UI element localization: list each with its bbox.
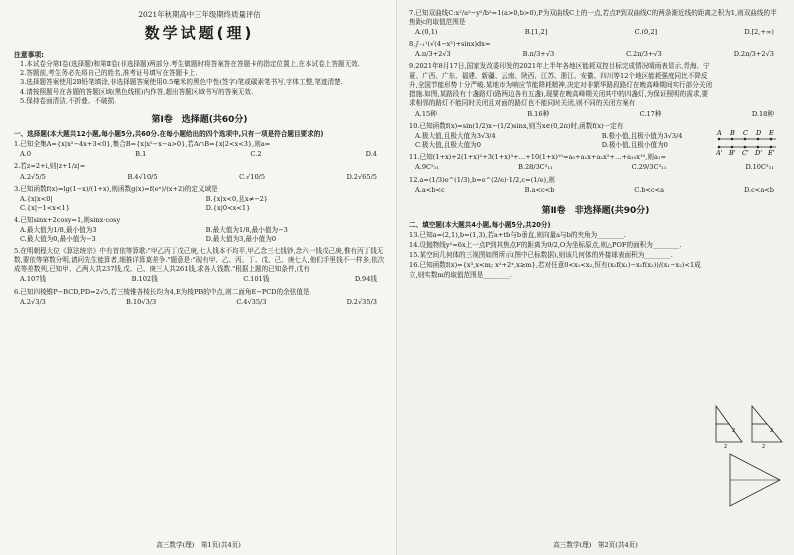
dimension-label: 2 [770,428,774,434]
question-9-options [409,109,782,121]
notice-block [14,51,385,106]
part-2-title: 二、填空题(本大题共4小题,每小题5分,共20分) [409,221,551,230]
option-b: B.极小值,且极小值为3√3/4 [601,132,683,141]
page-footer: 高三数学(理) 第1页(共4页) [156,540,241,549]
question-stem: 9.2021年8月17日,国家发改委印发的2021年上半年各地区能耗双控目标完成情况晴雨表显示,青海、宁夏、广西、广东、福建、新疆、云南、陕西、江苏、浙江、安徽、四川等12个地区能耗强度同比不降反升,全国节能形势十分严峻.某地市为响应节能降耗精神,决定对非繁华路段路灯在晚高峰期间实行部分关闭措施.如图,某路段有十盏路灯(路两边各有五盏),现要在晚高峰期关闭其中的四盏灯,为保证照明的需求,要求相邻的路灯不能同时关闭且对面的路灯也不能同时关闭,则不同的关闭方案有 [409,62,713,107]
option-c: C.17种 [639,109,662,118]
question-stem: 1.已知全集A={x|x²−4x+3<0},集合B={x|x²−x−a>0},若A∩B={x|2<x<3},则a= [14,140,271,149]
option-a: A.2√5/5 [20,172,46,181]
option-c: C.√10/5 [239,172,266,181]
option-d: D.18种 [751,109,774,118]
part-1-title: 一、选择题(本大题共12小题,每小题5分,共60分.在每小题给出的四个选项中,只有一项是符合题目要求的) [14,130,324,139]
option-a: A.(0,1) [415,28,438,37]
question-options [14,149,385,161]
option-a: A.9C²₁₁ [415,163,440,172]
option-d: D.极小值,且极小值为0 [601,141,668,150]
option-d: D.c<a<b [743,185,774,194]
option-a: A.最大值为1/8,最小值为3 [20,226,97,234]
question-14: 14.设抛物线y²=6x上一点P到其焦点F的距离为9/2,O为坐标原点,则△POF的面积为________. [409,241,682,250]
exam-page-2 [397,0,794,555]
lamp-label: A' [716,149,723,156]
question-7 [409,9,782,39]
question-12 [409,176,782,197]
notice-item: 5.保持卷面清洁,不折叠、不破损. [20,96,117,105]
option-b: B.16种 [527,109,550,118]
question-stem: 10.已知函数f(x)=sin(1/2)x−(1/2)sinx,则当x∈(0,2π)时,函数f(x)一定有 [409,122,624,131]
notice-item: 1.本试卷分第Ⅰ卷(选择题)和第Ⅱ卷(非选择题)两部分.考生做题时将答案答在答题卡的指定位置上,在本试卷上答题无效. [20,60,360,69]
dimension-label: 2 [732,428,736,434]
question-11 [409,153,782,174]
option-d: D.2√65/5 [346,172,377,181]
dimension-label: 2 [762,444,766,450]
option-a: A.107钱 [20,275,47,284]
option-d: D.94钱 [354,275,377,284]
question-13: 13.已知a=(2,1),b=(1,3),若a+tb与b垂直,则向量a与b的夹角为________. [409,231,626,240]
dimension-label: 2 [724,444,728,450]
option-a: A.{x|x<0| [20,194,53,203]
option-c: C.最大值为0,最小值为−3 [20,235,96,244]
question-stem: 12.a=(1/3)e^(1/3),b=e^(2/e)·1/2,c=(1/e),则 [409,175,555,184]
lamp-label: D' [755,149,762,156]
question-options [409,185,782,197]
question-options [409,49,782,61]
option-d: D.{x|0<x<1} [205,203,251,212]
question-options [14,297,385,309]
question-9 [409,62,782,107]
option-a: A.极大值,且极大值为3√3/4 [415,132,496,141]
lamp-label: B [730,129,735,137]
question-1 [14,140,385,161]
question-stem: 8.∫₋₁¹(√(4−x²)+sinx)dx= [409,40,491,49]
option-b: B.a<c<b [524,185,555,194]
lamp-label: D [756,129,762,137]
question-8 [409,40,782,61]
option-a: A.a<b<c [415,185,445,194]
option-b: B.1 [135,150,147,159]
option-b: B.最大值为1/8,最小值为−3 [205,226,288,234]
top-view-figure [724,450,784,510]
question-options [14,194,385,215]
option-b: B.102钱 [131,275,158,284]
lamp-label: B' [729,149,736,156]
option-b: B.π/3+√3 [522,50,555,59]
exam-header: 2021年秋期高中三年级期终质量评估 [138,10,261,19]
question-16: 16.已知函数f(x)={x³,x<m; x²+2ˣ,x≥m},若对任意0<x₁<x₂,恒有(x₂f(x₁)−x₁f(x₂))/(x₁−x₂)<1成立,则实数m的取值范围是________. [409,261,701,279]
lamp-label: E [769,129,774,137]
question-15: 15.某空间几何体的三视图如图所示(图中已标数据),则该几何体的外接球表面积为________. [409,251,673,260]
option-c: C.4√35/3 [236,297,267,306]
notice-item: 2.答题前,考生务必先将自己的姓名,准考证号填写在答题卡上. [20,69,198,78]
option-d: D.4 [365,150,377,159]
question-stem: 2.若z=2+i,则|z+1/z|= [14,162,86,171]
option-c: C.2 [250,150,262,159]
option-c: C.(0,2] [634,28,658,37]
question-options [14,274,385,286]
option-a: A.2√3/3 [20,297,46,306]
question-stem: 6.已知四棱锥P−BCD,PD=2√5,若三棱锥各棱长均为4,E为棱PB的中点,则二面角E−PCD的余弦值是 [14,287,310,296]
streetlight-figure [716,128,778,156]
question-options [409,162,782,174]
question-stem: 7.已知双曲线C:x²/a²−y²/b²=1(a>0,b>0),P为双曲线C上的一点,若点P到双曲线C的两条渐近线的距离之积为1,则双曲线的半焦距c的取值范围是 [409,9,777,27]
question-stem: 4.已知sinx+2cosy=1,则sinx·cosy [14,215,121,224]
question-6 [14,288,385,309]
option-d: D.最大值为3,最小值为0 [205,235,277,244]
lamp-label: E' [768,149,775,156]
question-options [14,172,385,184]
exam-title: 数学试题(理) [144,24,255,43]
option-c: C.29/3C³₁₁ [631,163,667,172]
option-c: C.2π/3+√3 [626,50,662,59]
notice-item: 3.选择题答案使用2B铅笔填涂,非选择题答案使用0.5毫米的黑色中性(签字)笔或碳素笔书写,字体工整,笔迹清楚. [20,78,343,87]
question-4 [14,216,385,246]
section-1-title: 第Ⅰ卷 选择题(共60分) [151,114,248,125]
page-footer: 高三数学(理) 第2页(共4页) [553,540,638,549]
section-2-title: 第Ⅱ卷 非选择题(共90分) [541,205,650,216]
question-5 [14,247,385,286]
option-b: B.28/3C³₁₁ [518,163,553,172]
question-3 [14,185,385,215]
option-c: C.b<c<a [634,185,665,194]
option-d: D.2√35/3 [346,297,377,306]
lamp-label: C' [742,149,749,156]
notice-item: 4.请按照题号在各题的答题区域(黑色线框)内作答,超出答题区域书写的答案无效. [20,87,254,96]
three-view-figure [712,402,786,450]
lamp-label: A [717,129,722,137]
option-d: D.10C³₁₁ [745,163,774,172]
option-a: A.0 [20,150,32,159]
option-c: C.101钱 [243,275,270,284]
lamp-label: C [743,129,748,137]
option-b: B.{x|x<0,且x≠−2} [205,194,269,203]
option-d: D.2π/3+2√3 [733,50,774,59]
option-c: C.极大值,且极大值为0 [415,141,481,150]
question-stem: 11.已知(1+x)+2(1+x)²+3(1+x)³+…+10(1+x)¹⁰=a₀+a₁x+a₂x²+…+a₁₀x¹⁰,则a₁= [409,153,667,162]
option-b: B.[1,2] [524,28,548,37]
option-d: D.[2,+∞) [744,28,774,37]
option-a: A.15种 [415,109,437,118]
notice-title: 注意事项: [14,50,44,59]
option-a: A.π/3+2√3 [415,50,451,59]
question-stem: 3.已知函数f(x)=lg(1−x)/(1+x),则函数g(x)=f(eˣ)/(x+2)的定义域是 [14,184,218,193]
option-c: C.{x|−1<x<1} [20,203,70,212]
question-options [14,225,385,246]
question-stem: 5.在明朝程大位《算法统宗》中有首依等算歌:"甲乙丙丁戊己庚,七人钱本不均平,甲乙念三七钱钞,念六一钱戊己庚,惟有丙丁钱无数,要依等第数分明,请问先生能算者,细推详算莫差争."题意是:"现有甲、乙、丙、丁、戊、己、庚七人,他们手里钱不一样多,依次成等差数列,已知甲、乙两人共237钱,戊、己、庚三人共261钱,求各人钱数."根据上题的已知条件,戊有 [14,247,385,274]
option-b: B.4√10/5 [127,172,158,181]
question-2 [14,162,385,183]
question-options [409,27,782,39]
option-b: B.10√3/3 [126,297,157,306]
